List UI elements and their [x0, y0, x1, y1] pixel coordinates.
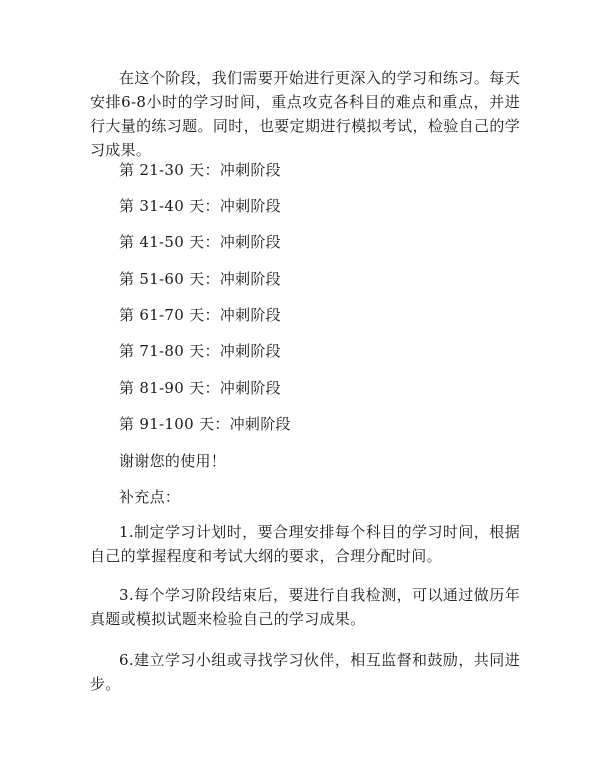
stage-line: 第 21-30 天：冲刺阶段 — [119, 161, 281, 179]
supplement-point: 3.每个学习阶段结束后，要进行自我检测，可以通过做历年真题或模拟试题来检验自己的学习成果。 — [90, 586, 520, 628]
stage-line: 第 41-50 天：冲刺阶段 — [119, 233, 281, 251]
stage-line: 第 71-80 天：冲刺阶段 — [119, 342, 281, 360]
stage-line: 第 31-40 天：冲刺阶段 — [119, 197, 281, 215]
supplement-point: 1.制定学习计划时，要合理安排每个科目的学习时间，根据自己的掌握程度和考试大纲的要求，合理分配时间。 — [90, 523, 520, 565]
stage-line: 第 61-70 天：冲刺阶段 — [119, 306, 281, 324]
stage-line: 第 51-60 天：冲刺阶段 — [119, 270, 281, 288]
thanks-line: 谢谢您的使用！ — [119, 452, 227, 470]
stage-line: 第 91-100 天：冲刺阶段 — [119, 415, 291, 433]
stage-line: 第 81-90 天：冲刺阶段 — [119, 379, 281, 397]
supplement-point: 6.建立学习小组或寻找学习伙伴，相互监督和鼓励，共同进步。 — [90, 651, 520, 693]
supplement-heading: 补充点： — [119, 488, 181, 506]
intro-paragraph: 在这个阶段，我们需要开始进行更深入的学习和练习。每天安排6-8小时的学习时间，重点攻克各科目的难点和重点，并进行大量的练习题。同时，也要定期进行模拟考试，检验自己的学习成果。 — [90, 69, 520, 159]
